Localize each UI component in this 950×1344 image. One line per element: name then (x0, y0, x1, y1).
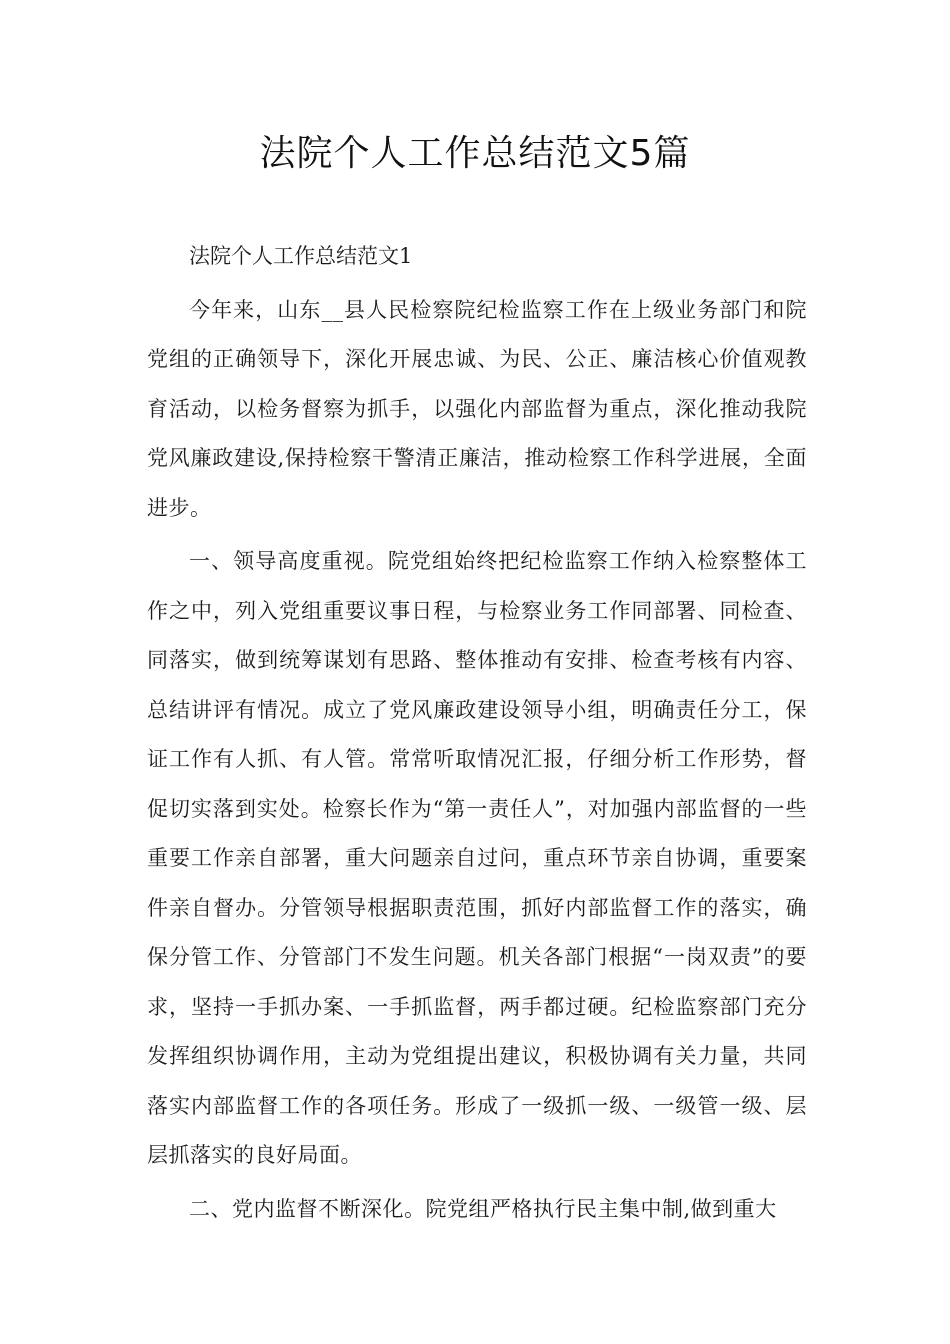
paragraph-leadership: 一、领导高度重视。院党组始终把纪检监察工作纳入检察整体工作之中，列入党组重要议事日程，与检察业务工作同部署、同检查、同落实，做到统筹谋划有思路、整体推动有安排、检查考核有内容、总结讲评有情况。成立了党风廉政建设领导小组，明确责任分工，保证工作有人抓、有人管。常常听取情况汇报，仔细分析工作形势，督促切实落到实处。检察长作为“第一责任人”，对加强内部监督的一些重要工作亲自部署，重大问题亲自过问，重点环节亲自协调，重要案件亲自督办。分管领导根据职责范围，抓好内部监督工作的落实，确保分管工作、分管部门不发生问题。机关各部门根据“一岗双责”的要求，坚持一手抓办案、一手抓监督，两手都过硬。纪检监察部门充分发挥组织协调作用，主动为党组提出建议，积极协调有关力量，共同落实内部监督工作的各项任务。形成了一级抓一级、一级管一级、层层抓落实的良好局面。 (147, 549, 807, 1167)
paragraph-intro: 今年来，山东__县人民检察院纪检监察工作在上级业务部门和院党组的正确领导下，深化开展忠诚、为民、公正、廉洁核心价值观教育活动，以检务督察为抓手，以强化内部监督为重点，深化推动我院党风廉政建设,保持检察干警清正廉洁，推动检察工作科学进展，全面进步。 (147, 297, 807, 520)
paragraph-supervision: 二、党内监督不断深化。院党组严格执行民主集中制,做到重大 (189, 1196, 777, 1221)
document-body (147, 232, 807, 1234)
section-heading: 法院个人工作总结范文1 (189, 244, 413, 268)
document-title: 法院个人工作总结范文5篇 (259, 133, 691, 174)
